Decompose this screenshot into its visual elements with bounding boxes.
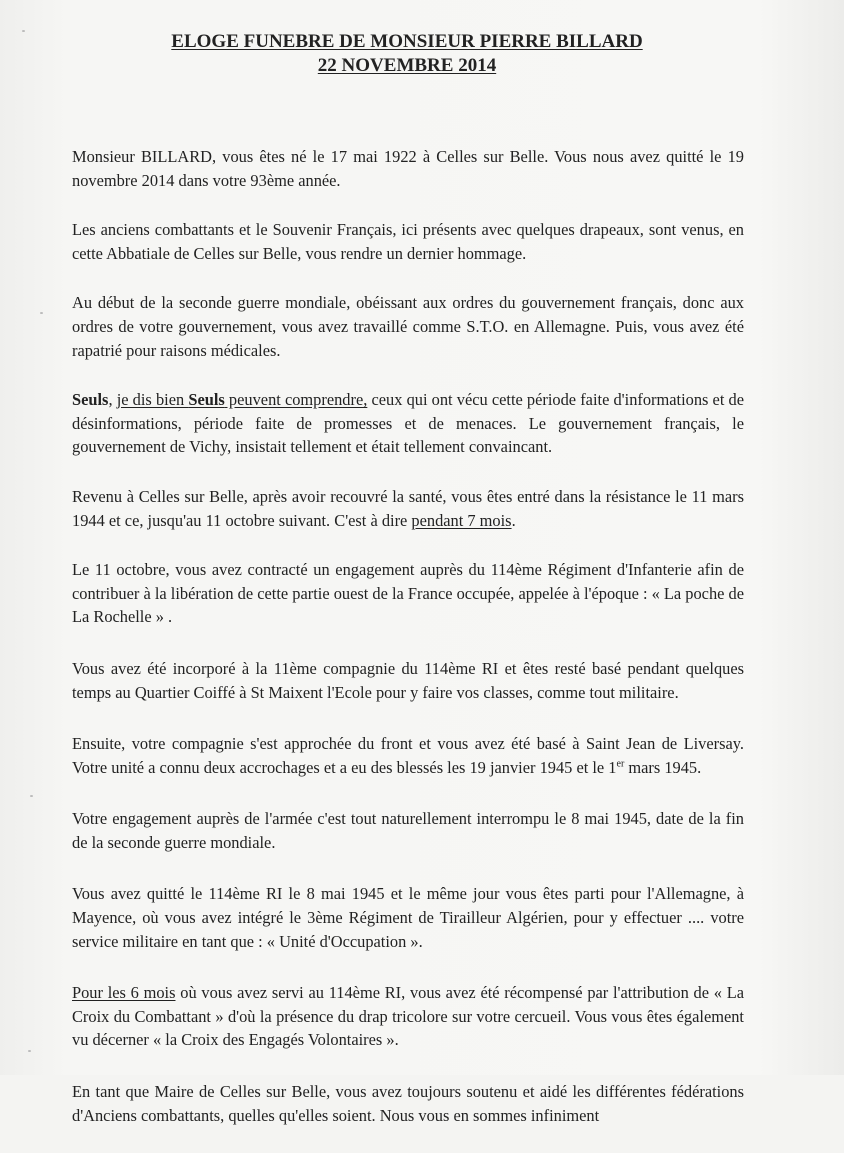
paragraph-5: [72, 485, 744, 532]
underlined-phrase: Pour les 6 mois: [72, 983, 176, 1003]
paragraph-3: Au début de la seconde guerre mondiale, obéissant aux ordres du gouvernement français, donc aux ordres de votre gouvernement, vous avez travaillé comme S.T.O. en Allemagne. Puis, vous avez été rapatrié pour raisons médicales.: [72, 293, 744, 360]
paragraph-1: Monsieur BILLARD, vous êtes né le 17 mai 1922 à Celles sur Belle. Vous nous avez quitté le 19 novembre 2014 dans votre 93ème année.: [72, 147, 744, 190]
text-fragment: Ensuite, votre compagnie s'est approchée du front et vous avez été basé à Saint Jean de Liversay. Votre unité a connu deux accrochages et a eu des blessés les 19 janvier 1945 et le 1: [72, 734, 744, 777]
document-body: [72, 145, 744, 1153]
text-fragment: je dis bien: [116, 390, 189, 410]
title-line-2: 22 NOVEMBRE 2014: [317, 55, 497, 76]
underlined-phrase: pendant 7 mois: [411, 510, 512, 530]
text-fragment: Revenu à Celles sur Belle, après avoir recouvré la santé, vous êtes entré dans la résistance le 11 mars 1944 et ce, jusqu'au 11 octobre suivant. C'est à dire: [72, 486, 744, 530]
emphasis-seuls: Seuls: [72, 390, 109, 410]
text-fragment: ceux qui ont vécu cette période faite d'informations et de désinformations, période faite de promesses et de menaces. Le gouvernement français, le gouvernement de Vichy, insistait tellement et était tellement convaincant.: [72, 390, 744, 457]
paragraph-2: Les anciens combattants et le Souvenir Français, ici présents avec quelques drapeaux, sont venus, en cette Abbatiale de Celles sur Belle, vous rendre un dernier hommage.: [72, 220, 744, 263]
text-fragment: mars 1945.: [624, 757, 702, 777]
scan-speck: [30, 795, 33, 797]
underlined-phrase: [117, 390, 368, 409]
text-fragment: .: [511, 510, 516, 530]
text-fragment: ,: [108, 390, 117, 410]
emphasis-seuls: Seuls: [188, 390, 225, 410]
paragraph-9: Votre engagement auprès de l'armée c'est tout naturellement interrompu le 8 mai 1945, date de la fin de la seconde guerre mondiale.: [72, 809, 744, 852]
paragraph-6: Le 11 octobre, vous avez contracté un engagement auprès du 114ème Régiment d'Infanterie afin de contribuer à la libération de cette partie ouest de la France occupée, appelée à l'époque : « La poche de La Rochelle » .: [72, 560, 744, 627]
scan-speck: [28, 1050, 31, 1052]
paragraph-10: Vous avez quitté le 114ème RI le 8 mai 1945 et le même jour vous êtes parti pour l'Allemagne, à Mayence, où vous avez intégré le 3ème Régiment de Tirailleur Algérien, pour y effectuer .... votre service militaire en tant que : « Unité d'Occupation ».: [72, 884, 744, 951]
scan-speck: [40, 312, 43, 314]
text-fragment: où vous avez servi au 114ème RI, vous avez été récompensé par l'attribution de « La Croix du Combattant » d'où la présence du drap tricolore sur votre cercueil. Vous vous êtes également vu décerner « la Croix des Engagés Volontaires ».: [72, 983, 744, 1050]
document-title: [0, 30, 814, 78]
paragraph-7: Vous avez été incorporé à la 11ème compagnie du 114ème RI et êtes resté basé pendant quelques temps au Quartier Coiffé à St Maixent l'Ecole pour y faire vos classes, comme tout militaire.: [72, 658, 744, 702]
superscript: er: [616, 758, 625, 770]
paragraph-12: En tant que Maire de Celles sur Belle, vous avez toujours soutenu et aidé les différentes fédérations d'Anciens combattants, quelles qu'elles soient. Nous vous en sommes infiniment: [72, 1082, 744, 1125]
paragraph-11: [72, 981, 744, 1052]
text-fragment: peuvent comprendre,: [224, 390, 368, 410]
paragraph-4: [72, 388, 744, 459]
paragraph-8: [72, 732, 744, 779]
title-line-1: ELOGE FUNEBRE DE MONSIEUR PIERRE BILLARD: [171, 31, 643, 52]
